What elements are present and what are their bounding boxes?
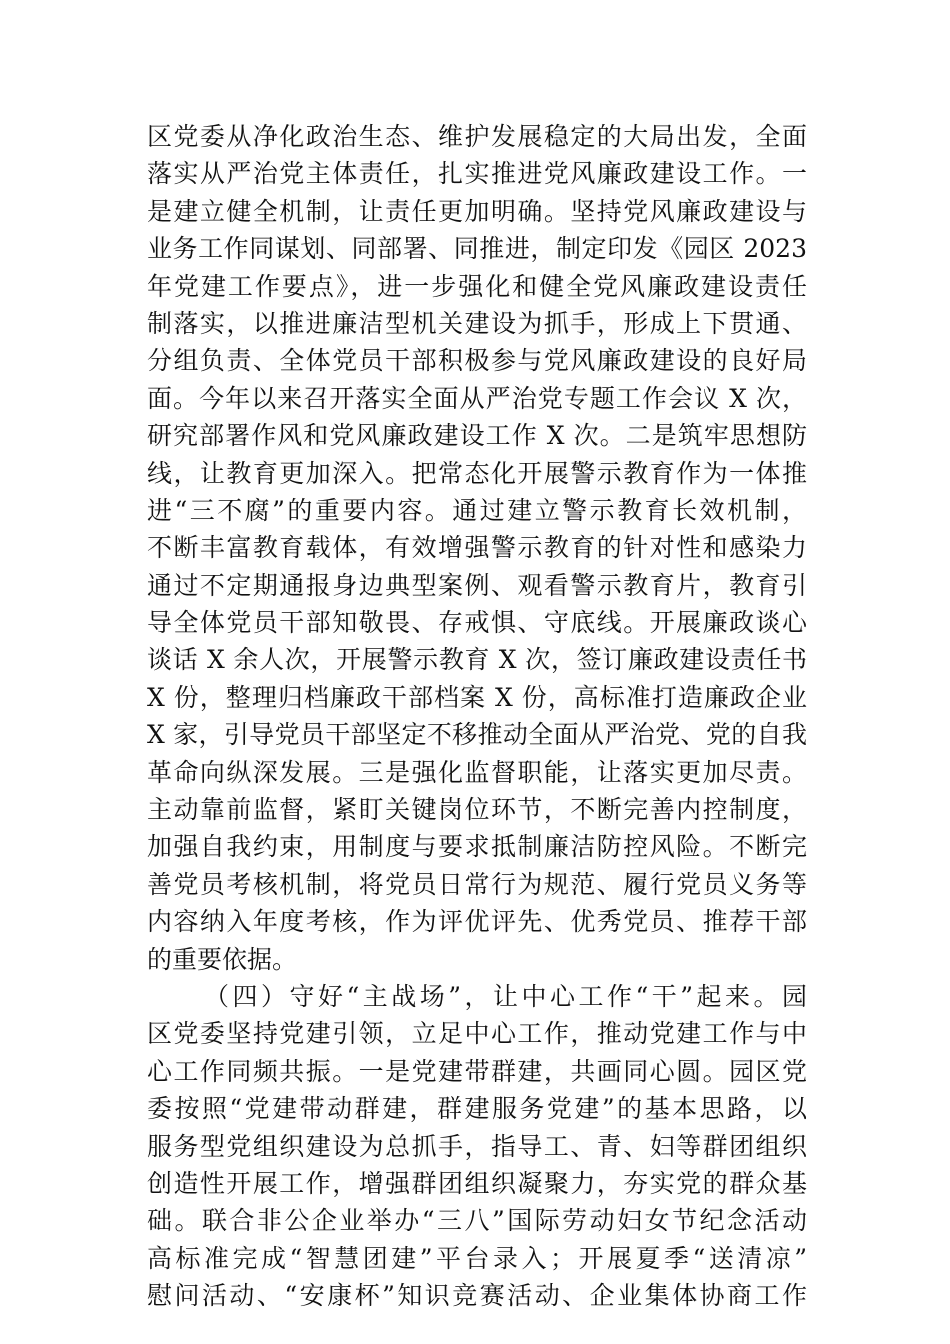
text-line: 区党委从净化政治生态、维护发展稳定的大局出发，全面 (147, 122, 807, 151)
text-line: 进“三不腐”的重要内容。通过建立警示教育长效机制， (147, 495, 807, 525)
text-line: 础。联合非公企业举办“三八”国际劳动妇女节纪念活动 (147, 1206, 807, 1236)
text-line: 不断丰富教育载体，有效增强警示教育的针对性和感染力 (147, 533, 807, 563)
text-line: 革命向纵深发展。三是强化监督职能，让落实更加尽责。 (147, 757, 807, 787)
text-line: 是建立健全机制，让责任更加明确。坚持党风廉政建设与 (147, 196, 807, 226)
text-line: 谈话 X 余人次，开展警示教育 X 次，签订廉政建设责任书 (147, 645, 807, 675)
text-line: 内容纳入年度考核，作为评优评先、优秀党员、推荐干部 (147, 907, 807, 937)
text-line: 面。今年以来召开落实全面从严治党专题工作会议 X 次， (147, 383, 807, 413)
text-line: 慰问活动、“安康杯”知识竞赛活动、企业集体协商工作 (147, 1281, 807, 1311)
text-line: 研究部署作风和党风廉政建设工作 X 次。二是筑牢思想防 (147, 421, 807, 451)
text-line: 高标准完成“智慧团建”平台录入；开展夏季“送清凉” (147, 1243, 807, 1273)
text-line: 加强自我约束，用制度与要求抵制廉洁防控风险。不断完 (147, 832, 807, 862)
text-line: 创造性开展工作，增强群团组织凝聚力，夯实党的群众基 (147, 1168, 807, 1198)
text-line: 区党委坚持党建引领，立足中心工作，推动党建工作与中 (147, 1019, 807, 1049)
text-line: 分组负责、全体党员干部积极参与党风廉政建设的良好局 (147, 346, 807, 376)
text-line: 落实从严治党主体责任，扎实推进党风廉政建设工作。一 (147, 159, 807, 189)
text-line: 导全体党员干部知敬畏、存戒惧、守底线。开展廉政谈心 (147, 608, 807, 638)
text-line: 主动靠前监督，紧盯关键岗位环节，不断完善内控制度， (147, 795, 807, 825)
paragraph-end-line: 的重要依据。 (147, 944, 298, 974)
text-line: 通过不定期通报身边典型案例、观看警示教育片，教育引 (147, 570, 807, 600)
body-text (147, 118, 807, 1315)
text-line: X 家，引导党员干部坚定不移推动全面从严治党、党的自我 (147, 720, 807, 750)
text-line: 善党员考核机制，将党员日常行为规范、履行党员义务等 (147, 869, 807, 899)
text-line: 制落实，以推进廉洁型机关建设为抓手，形成上下贯通、 (147, 308, 807, 338)
text-line: 年党建工作要点》，进一步强化和健全党风廉政建设责任 (147, 271, 807, 301)
text-line: 服务型党组织建设为总抓手，指导工、青、妇等群团组织 (147, 1131, 807, 1161)
text-line: 心工作同频共振。一是党建带群建，共画同心圆。园区党 (147, 1056, 807, 1086)
text-line: 业务工作同谋划、同部署、同推进，制定印发《园区 2023 (147, 234, 807, 264)
text-line: 线，让教育更加深入。把常态化开展警示教育作为一体推 (147, 458, 807, 488)
text-line: X 份，整理归档廉政干部档案 X 份，高标准打造廉政企业 (147, 682, 807, 712)
text-line: 委按照“党建带动群建，群建服务党建”的基本思路，以 (147, 1094, 807, 1124)
section-heading-line: （四）守好“主战场”，让中心工作“干”起来。园 (204, 981, 807, 1011)
